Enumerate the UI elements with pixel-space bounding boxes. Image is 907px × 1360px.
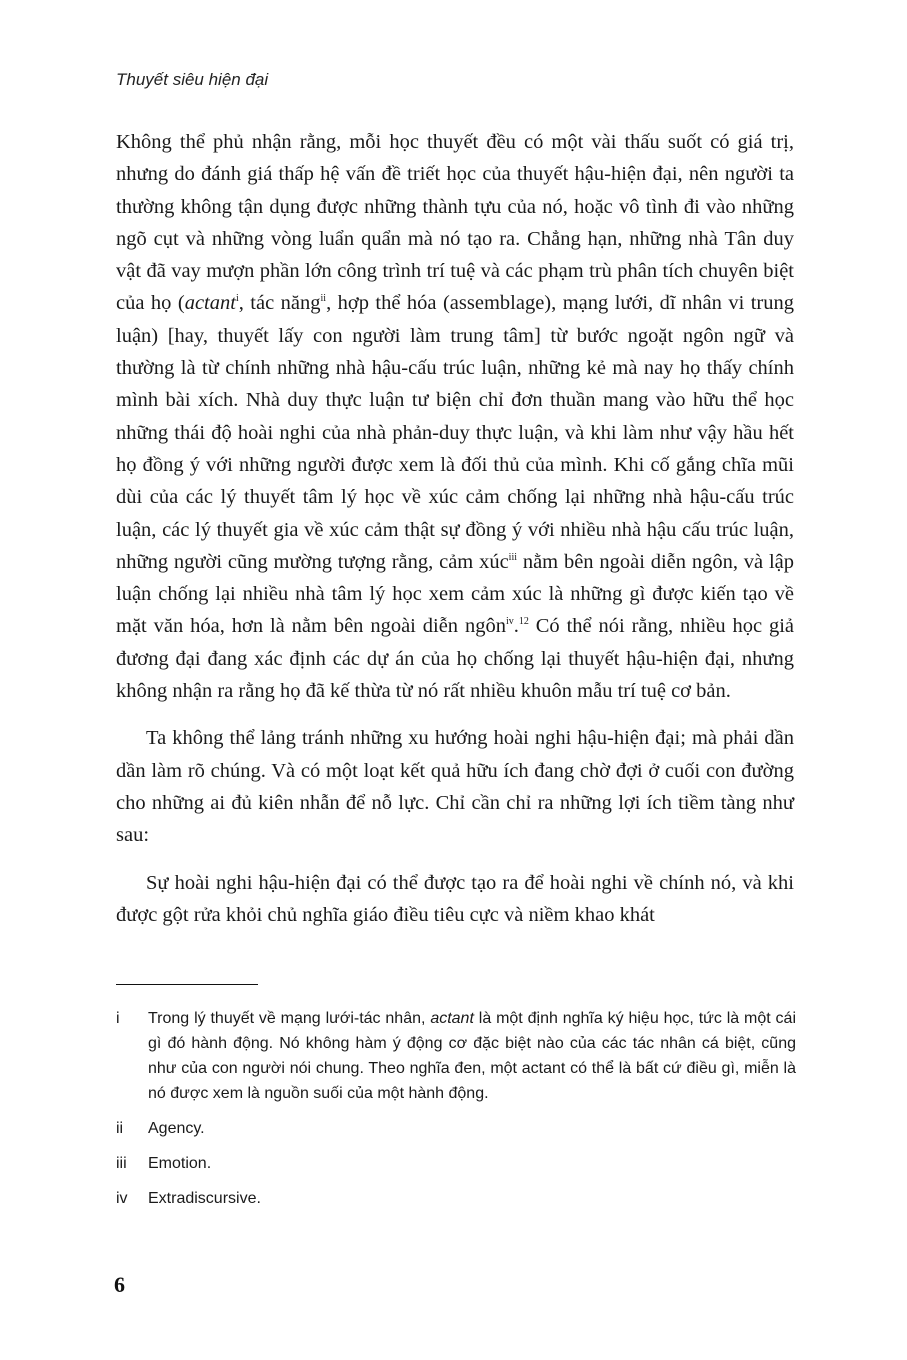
footnote-mark: i (116, 1010, 120, 1027)
paragraph-1 (116, 126, 794, 707)
endnote-ref-12[interactable]: 12 (518, 616, 529, 628)
text-segment: nằm bên ngoài diễn ngôn, và lập luận chống lại nhiều nhà tâm lý học xem cảm xúc là những gì được kiến tạo về mặt văn hóa, hơn là nằm bên ngoài diễn ngôn (116, 550, 794, 638)
footnote-text: Extradiscursive. (148, 1190, 261, 1207)
term-actant: actant (430, 1010, 474, 1027)
footnote-text: Agency. (148, 1120, 205, 1137)
footnote-iv (116, 1186, 796, 1211)
footnote-mark: ii (116, 1120, 124, 1137)
footnote-mark: iii (116, 1155, 127, 1172)
footnote-text (148, 1006, 796, 1106)
paragraph-3: Sự hoài nghi hậu-hiện đại có thể được tạo ra để hoài nghi về chính nó, và khi được gột rửa khỏi chủ nghĩa giáo điều tiêu cực và niềm khao khát (116, 871, 794, 926)
text-segment: Có thể nói rằng, nhiều học giả đương đại đang xác định các dự án của họ chống lại thuyết hậu-hiện đại, nhưng không nhận ra rằng họ đã kế thừa từ nó rất nhiều khuôn mẫu trí tuệ cơ bản. (116, 615, 794, 703)
footnote-iii (116, 1151, 796, 1176)
footnote-divider (116, 984, 258, 985)
footnote-ii (116, 1116, 796, 1141)
footnote-text: Emotion. (148, 1155, 212, 1172)
footnote-ref-iv[interactable]: iv (505, 616, 514, 628)
page-number: 6 (114, 1272, 125, 1297)
running-header: Thuyết siêu hiện đại (116, 70, 269, 89)
footnote-ref-iii[interactable]: iii (508, 552, 518, 564)
text-segment: , hợp thể hóa (assemblage), mạng lưới, dĩ nhân vi trung luận) [hay, thuyết lấy con người làm trung tâm] từ bước ngoặt ngôn ngữ và thường là từ chính những nhà hậu-cấu trúc luận, những kẻ mà nay họ thấy chính mình bài xích. Nhà duy thực luận tư biện chỉ đơn thuần mang vào hữu thể học những thái độ hoài nghi của nhà phản-duy thực luận, và khi làm như vậy hầu hết họ đồng ý với những người được xem là đối thủ của mình. Khi cố gắng chĩa mũi dùi của các lý thuyết tâm lý học về xúc cảm chống lại những nhà hậu-cấu trúc luận, các lý thuyết gia về xúc cảm thật sự đồng ý với nhiều nhà hậu cấu trúc luận, những người cũng mường tượng rằng, cảm xúc (116, 292, 794, 573)
text-segment: , tác năng (238, 292, 321, 315)
text-segment: là một định nghĩa ký hiệu học, tức là một cái gì đó hành động. Nó không hàm ý động cơ đặc biệt nào của các tác nhân cá biệt, cũng như của con người nói chung. Theo nghĩa đen, một actant có thể là bất cứ điều gì, miễn là nó được xem là nguồn suối của một hành động. (148, 1010, 796, 1102)
footnote-ref-ii[interactable]: ii (320, 293, 327, 305)
footnote-i (116, 1006, 796, 1106)
text-segment: Trong lý thuyết về mạng lưới-tác nhân, (148, 1010, 431, 1027)
text-segment: . (513, 615, 519, 638)
main-text (116, 126, 794, 931)
paragraph-2: Ta không thể lảng tránh những xu hướng hoài nghi hậu-hiện đại; mà phải dần dần làm rõ chúng. Và có một loạt kết quả hữu ích đang chờ đợi ở cuối con đường cho những ai đủ kiên nhẫn để nỗ lực. Chỉ cần chỉ ra những lợi ích tiềm tàng như sau: (116, 727, 794, 847)
footnotes (116, 1006, 796, 1211)
term-actant: actant (184, 292, 236, 315)
text-segment: Không thể phủ nhận rằng, mỗi học thuyết đều có một vài thấu suốt có giá trị, nhưng do đánh giá thấp hệ vấn đề triết học của thuyết hậu-hiện đại, nên người ta thường không tận dụng được những thành tựu của nó, hoặc vô tình đi vào những ngõ cụt và những vòng luẩn quẩn mà nó tạo ra. Chẳng hạn, những nhà Tân duy vật đã vay mượn phần lớn công trình trí tuệ và các phạm trù phân tích chuyên biệt của họ ( (116, 131, 794, 315)
footnote-mark: iv (116, 1190, 128, 1207)
footnote-ref-i[interactable]: i (235, 293, 239, 305)
